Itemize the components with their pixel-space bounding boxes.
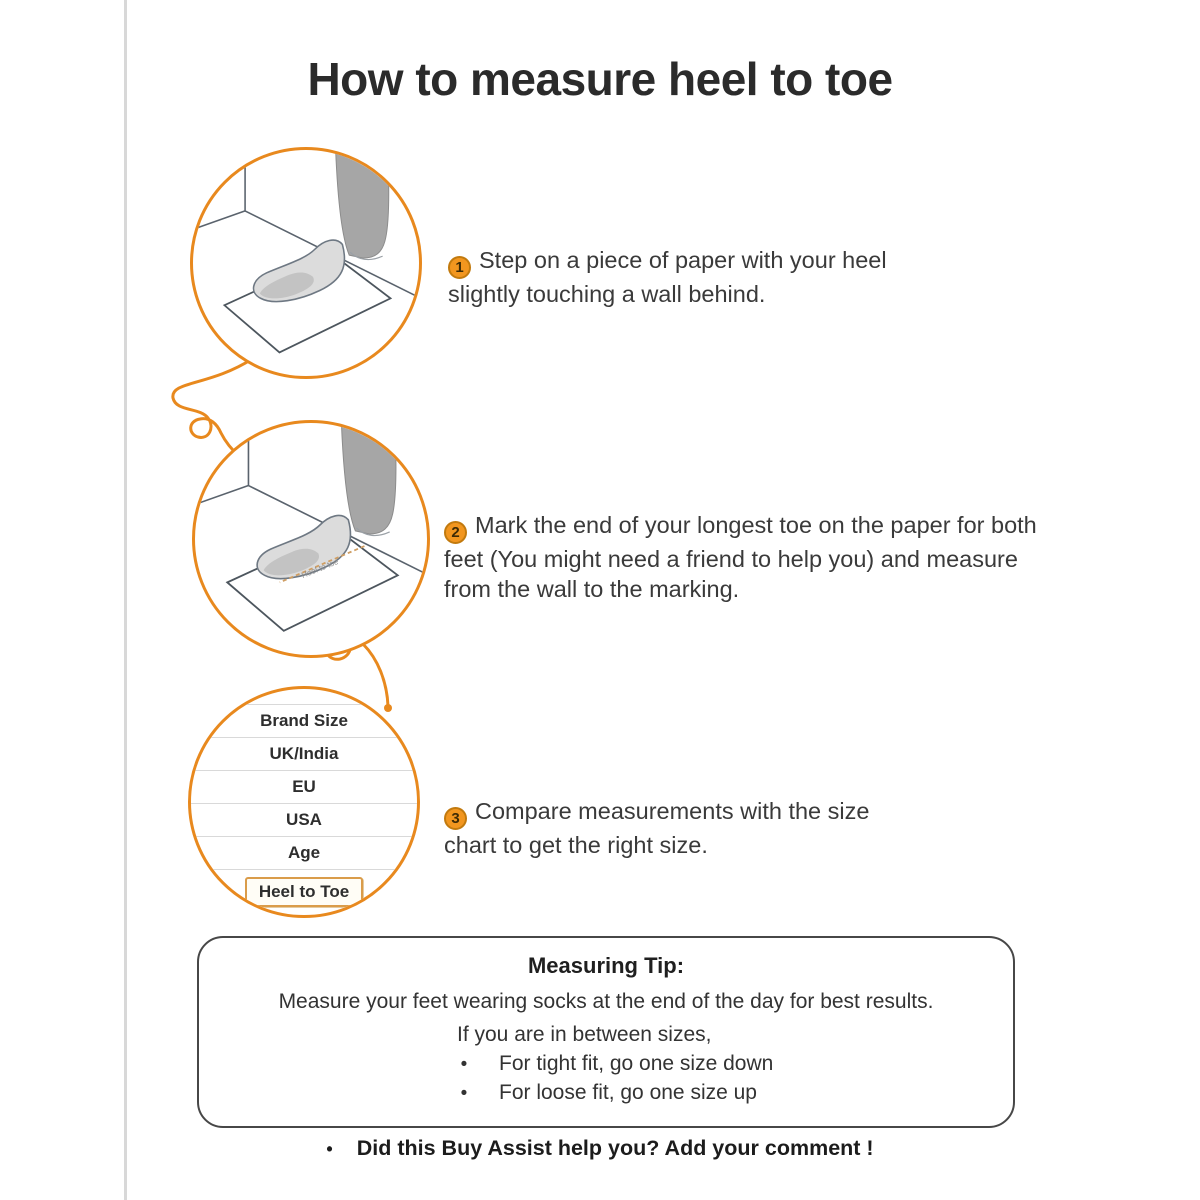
bullet-icon: • [460,1054,468,1075]
step-2-text-block [444,510,1040,604]
between-sizes-line: If you are in between sizes, [457,1023,712,1046]
page-edge-line [124,0,127,1200]
step-3-number-badge: 3 [444,807,467,830]
step-1-number-badge: 1 [448,256,471,279]
step2-illustration-circle [192,420,430,658]
bullet-icon: • [326,1139,333,1159]
heel-to-toe-chip: Heel to Toe [245,877,363,907]
step1-illustration-circle [190,147,422,379]
step-3-text-block [444,796,914,860]
foot-on-paper-illustration [193,150,419,376]
tip-bullet-item [457,1052,773,1076]
footer-text: Did this Buy Assist help you? Add your comment ! [356,1136,874,1160]
tip-bullet-text: For tight fit, go one size down [499,1052,774,1075]
step-3-text: Compare measurements with the size chart to get the right size. [444,797,870,858]
size-chart-row: USA [191,803,417,836]
tip-bullet-text: For loose fit, go one size up [499,1081,757,1104]
step-2-text: Mark the end of your longest toe on the paper for both feet (You might need a friend to help you) and measure from the wall to the marking. [444,511,1037,602]
step-1-text-block [448,245,934,309]
size-chart [191,689,417,915]
size-chart-row: Age [191,836,417,869]
heel-to-toe-line-label: Heel to toe [300,557,340,580]
step-1-text: Step on a piece of paper with your heel slightly touching a wall behind. [448,246,887,307]
footer-note [0,1136,1200,1161]
size-chart-row: EU [191,770,417,803]
measuring-tip-body: Measure your feet wearing socks at the end of the day for best results. [278,990,934,1013]
size-chart-row: UK/India [191,737,417,770]
measuring-tip-sublist [457,1023,773,1105]
tip-bullet-item [457,1081,773,1105]
measuring-tip-heading: Measuring Tip: [527,953,685,978]
page-title: How to measure heel to toe [307,53,893,105]
size-chart-row: Brand Size [191,704,417,737]
step-2-number-badge: 2 [444,521,467,544]
measuring-tip-box [197,936,1015,1128]
size-chart-circle [188,686,420,918]
bullet-icon: • [460,1083,468,1104]
size-chart-row-highlighted [191,869,417,914]
foot-measurement-illustration [195,423,427,655]
